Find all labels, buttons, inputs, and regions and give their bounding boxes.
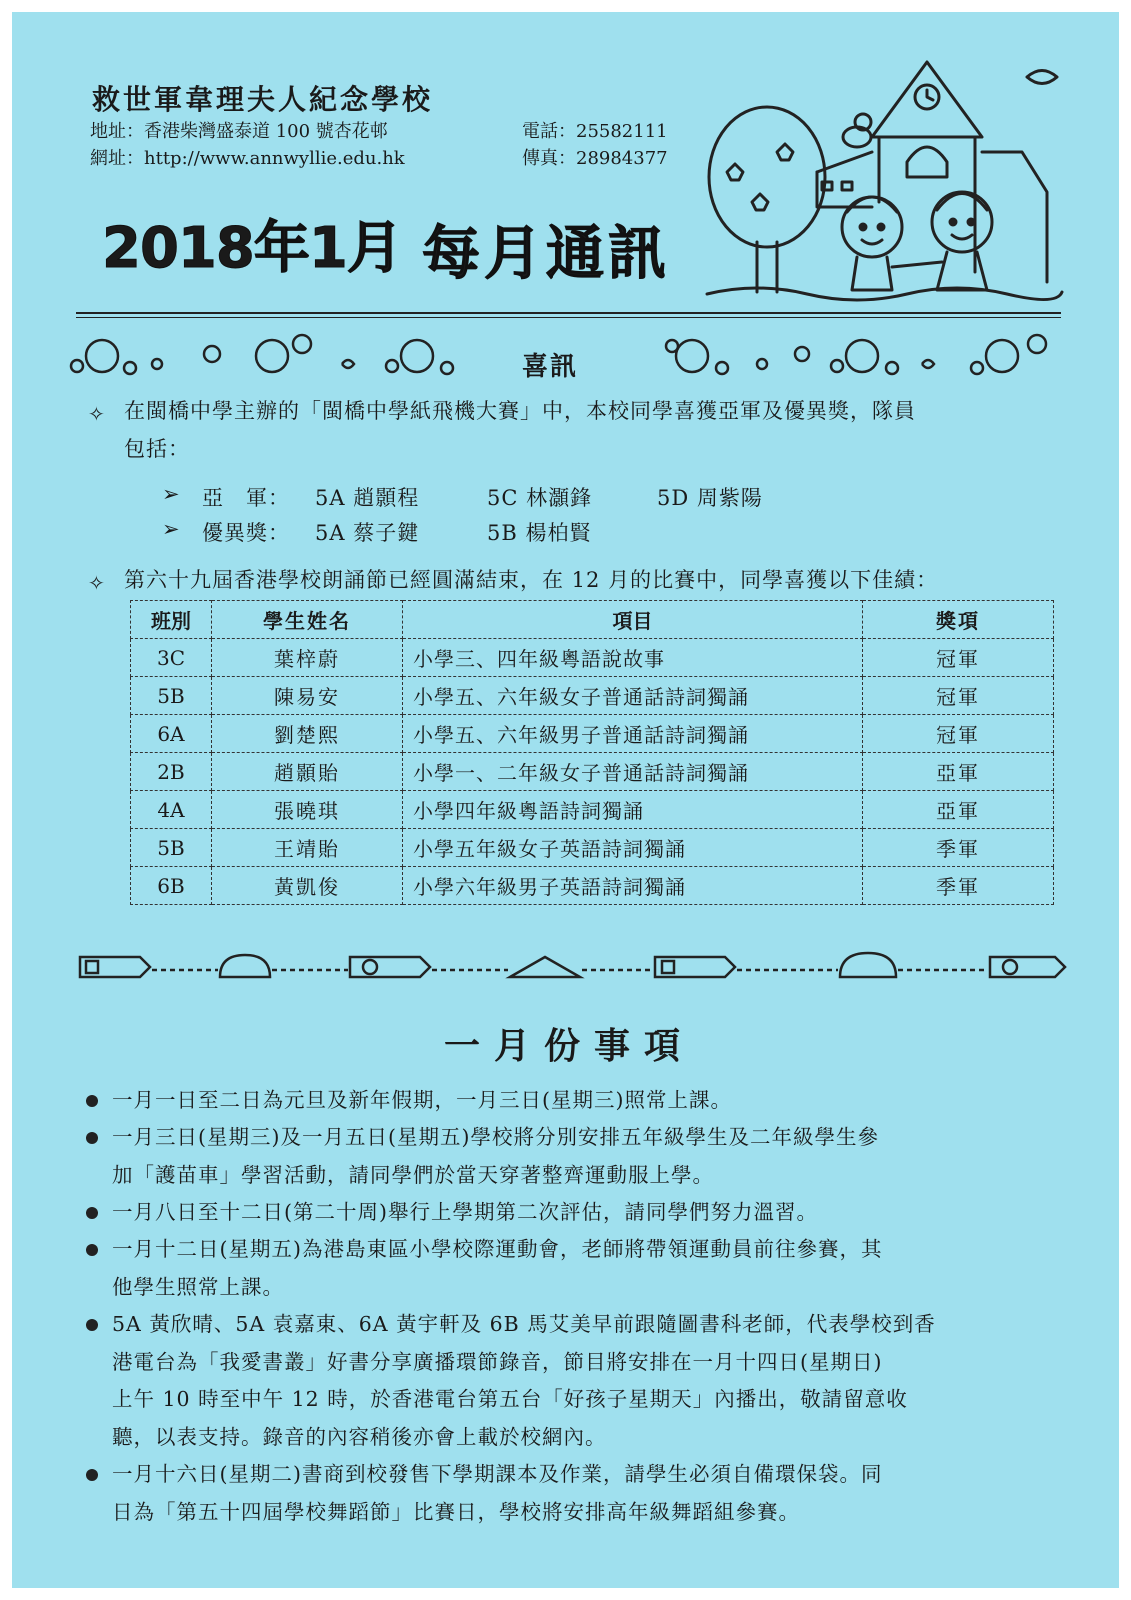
table-row: 3C 葉梓蔚 小學三、四年級粵語說故事 冠軍: [131, 639, 1054, 677]
event-item-5: 5A 黃欣晴、5A 袁嘉東、6A 黃宇軒及 6B 馬艾美早前跟隨圖書科老師，代表學校到香 港電台為「我愛書叢」好書分享廣播環節錄音，節目將安排在一月十四日(星期日) 上午 10 時至中午 12 時，於香港電台第五台「好孩子星期天」內播出，敬請留意收 聽，以表支持。錄音的內容稍後亦會上載於校網內。: [112, 1312, 936, 1449]
header-class: 班別: [131, 601, 212, 639]
event-item-3: 一月八日至十二日(第二十周)舉行上學期第二次評估，請同學們努力溫習。: [112, 1200, 818, 1224]
school-children-illustration: [697, 42, 1067, 302]
header-award: 獎項: [863, 601, 1054, 639]
arrow-bullet-icon: ➢: [162, 517, 181, 541]
merit-label: 優異獎：: [202, 521, 290, 545]
divider-top: [76, 312, 1061, 314]
runner-up-member: 5D 周紫陽: [657, 486, 763, 510]
contact-left: [90, 118, 405, 172]
bullet-dot-icon: [86, 1469, 98, 1481]
bullet-dot-icon: [86, 1319, 98, 1331]
header-name: 學生姓名: [212, 601, 403, 639]
good-news-item-2: 第六十九屆香港學校朗誦節已經圓滿結束，在 12 月的比賽中，同學喜獲以下佳績：: [124, 568, 939, 592]
bullet-dot-icon: [86, 1244, 98, 1256]
table-row: 6A 劉楚熙 小學五、六年級男子普通話詩詞獨誦 冠軍: [131, 715, 1054, 753]
event-item-1: 一月一日至二日為元旦及新年假期，一月三日(星期三)照常上課。: [112, 1088, 732, 1112]
table-row: 5B 王靖貽 小學五年級女子英語詩詞獨誦 季軍: [131, 829, 1054, 867]
merit-member: 5B 楊柏賢: [487, 521, 592, 545]
table-row: 6B 黃凱俊 小學六年級男子英語詩詞獨誦 季軍: [131, 867, 1054, 905]
contact-right: [522, 118, 668, 172]
table-row: 5B 陳易安 小學五、六年級女子普通話詩詞獨誦 冠軍: [131, 677, 1054, 715]
title-month: 2018年1月: [102, 216, 402, 281]
table-row: 4A 張曉琪 小學四年級粵語詩詞獨誦 亞軍: [131, 791, 1054, 829]
sparkle-icon: ✧: [88, 402, 105, 426]
runner-up-member: 5C 林灝鋒: [487, 486, 593, 510]
good-news-heading: 喜訊: [522, 352, 579, 382]
phone: 電話：25582111: [522, 121, 668, 142]
event-item-6: 一月十六日(星期二)書商到校發售下學期課本及作業，請學生必須自備環保袋。同 日為「第五十四屆學校舞蹈節」比賽日，學校將安排高年級舞蹈組參賽。: [112, 1462, 883, 1524]
bullet-dot-icon: [86, 1095, 98, 1107]
fax: 傳真：28984377: [522, 148, 668, 169]
good-news-item-1: 在閩橋中學主辦的「閩橋中學紙飛機大賽」中，本校同學喜獲亞軍及優異獎，隊員 包括：: [124, 399, 916, 461]
sparkle-icon: ✧: [88, 571, 105, 595]
event-item-2: 一月三日(星期三)及一月五日(星期五)學校將分別安排五年級學生及二年級學生參 加「護苗車」學習活動，請同學們於當天穿著整齊運動服上學。: [112, 1125, 879, 1187]
table-row: 2B 趙顥貽 小學一、二年級女子普通話詩詞獨誦 亞軍: [131, 753, 1054, 791]
newsletter-page: [12, 12, 1119, 1588]
bullet-dot-icon: [86, 1132, 98, 1144]
event-item-4: 一月十二日(星期五)為港島東區小學校際運動會，老師將帶領運動員前往參賽，其 他學生照常上課。: [112, 1237, 883, 1299]
title-main: 每月通訊: [422, 219, 671, 287]
table-header-row: [131, 601, 1054, 639]
header-item: 項目: [403, 601, 863, 639]
events-heading: 一月份事項: [444, 1026, 695, 1067]
arrow-bullet-icon: ➢: [162, 482, 181, 506]
divider-top-thin: [76, 317, 1061, 318]
address: 地址：香港柴灣盛泰道 100 號杏花邨: [90, 121, 388, 142]
merit-member: 5A 蔡子鍵: [315, 521, 420, 545]
recitation-results-table: [130, 600, 1054, 905]
bullet-dot-icon: [86, 1207, 98, 1219]
carp-streamer-divider: [70, 942, 1070, 992]
website: 網址：http://www.annwyllie.edu.hk: [90, 148, 405, 169]
runner-up-label: 亞 軍：: [202, 486, 290, 510]
school-name: 救世軍韋理夫人紀念學校: [92, 83, 434, 116]
runner-up-member: 5A 趙顥程: [315, 486, 420, 510]
